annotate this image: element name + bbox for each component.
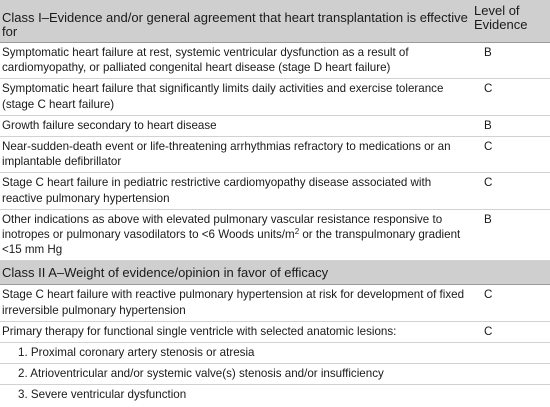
indication-text: Stage C heart failure with reactive pulmonary hypertension at risk for development of fixed irreversible pulmonary hypertension <box>0 285 473 321</box>
indication-text: Symptomatic heart failure that significantly limits daily activities and exercise tolerance (stage C heart failure) <box>0 79 473 115</box>
sub-item-text: 2. Atrioventricular and/or systemic valve(s) stenosis and/or insufficiency <box>0 364 473 385</box>
table-row <box>0 173 550 209</box>
class1-heading: Class I–Evidence and/or general agreement that heart transplantation is effective for <box>0 0 473 43</box>
sub-item-text: 3. Severe ventricular dysfunction <box>18 388 187 402</box>
sub-item-text: 1. Proximal coronary artery stenosis or atresia <box>0 343 473 364</box>
evidence-level: C <box>473 137 550 173</box>
class2a-heading: Class II A–Weight of evidence/opinion in favor of efficacy <box>0 261 550 285</box>
table-row <box>0 79 550 115</box>
level-heading-line2: Evidence <box>474 17 528 32</box>
indication-text: Stage C heart failure in pediatric restrictive cardiomyopathy disease associated with reactive pulmonary hypertension <box>0 173 473 209</box>
evidence-level: C <box>473 321 550 342</box>
class2a-header-row <box>0 261 550 285</box>
table-row <box>0 137 550 173</box>
indication-text: Near-sudden-death event or life-threatening arrhythmias refractory to medications or an implantable defibrillator <box>0 137 473 173</box>
indication-text: Primary therapy for functional single ventricle with selected anatomic lesions: <box>0 321 473 342</box>
sub-item-row <box>0 343 550 364</box>
evidence-level: C <box>473 173 550 209</box>
evidence-level: B <box>473 209 550 261</box>
table-row <box>0 209 550 261</box>
superscript-exponent: 2 <box>294 227 300 237</box>
table-row <box>0 115 550 136</box>
indication-text: Growth failure secondary to heart disease <box>0 115 473 136</box>
sub-item-row <box>0 364 550 385</box>
table-row <box>0 285 550 321</box>
indication-text-part2: or the transpulmonary gradient <15 mm Hg <box>2 228 461 257</box>
evidence-level: C <box>473 285 550 321</box>
indication-text: Symptomatic heart failure at rest, systemic ventricular dysfunction as a result of cardiomyopathy, or palliated congenital heart disease (stage D heart failure) <box>0 43 473 79</box>
table-header-row <box>0 0 550 43</box>
indication-text-part1: Other indications as above with elevated pulmonary vascular resistance responsive to inotropes or pulmonary vasodilators to <6 Woods units/m <box>2 212 443 242</box>
table-row <box>0 321 550 342</box>
evidence-level: B <box>473 115 550 136</box>
table-row <box>0 43 550 79</box>
evidence-level: B <box>473 43 550 79</box>
level-of-evidence-heading <box>473 0 550 43</box>
sub-item-row <box>0 385 550 406</box>
level-heading-line1: Level of <box>474 3 520 18</box>
evidence-level: C <box>473 79 550 115</box>
indication-text <box>0 209 473 261</box>
